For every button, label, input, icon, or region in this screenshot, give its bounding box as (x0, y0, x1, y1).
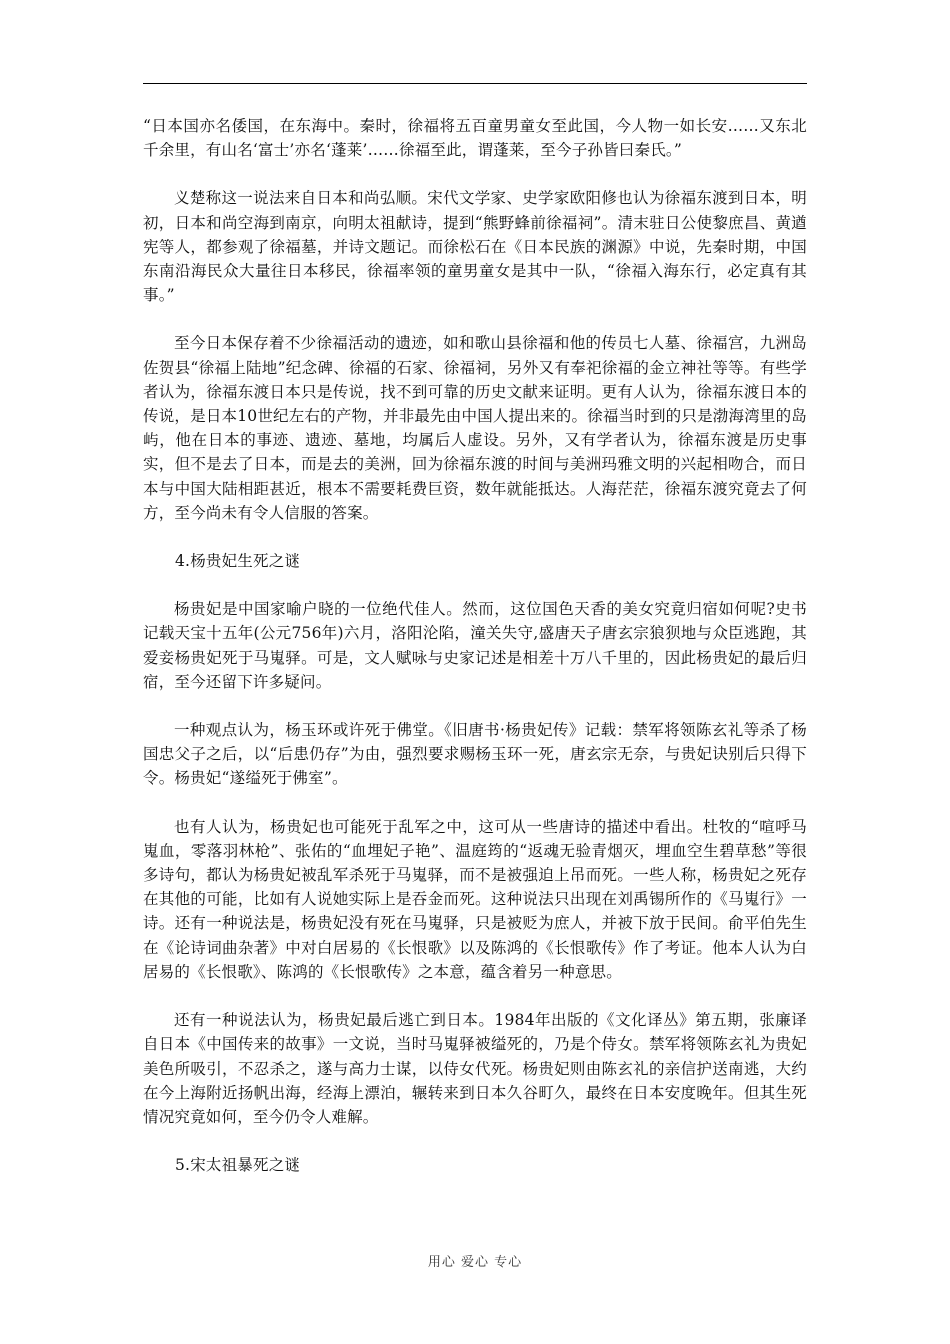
body-paragraph: 一种观点认为，杨玉环或许死于佛堂。《旧唐书·杨贵妃传》记载：禁军将领陈玄礼等杀了杨国忠父子之后，以“后患仍存”为由，强烈要求赐杨玉环一死，唐玄宗无奈，与贵妃诀别后只得下令。杨贵妃“遂缢死于佛室”。 (143, 721, 807, 788)
body-paragraph: 杨贵妃是中国家喻户晓的一位绝代佳人。然而，这位国色天香的美女究竟归宿如何呢?史书记载天宝十五年(公元756年)六月，洛阳沦陷，潼关失守,盛唐天子唐玄宗狼狈地与众臣逃跑，其爱妾杨贵妃死于马嵬驿。可是，文人赋咏与史家记述是相差十万八千里的，因此杨贵妃的最后归宿，至今还留下许多疑问。 (143, 600, 807, 691)
page-footer: 用心 爱心 专心 (427, 1255, 523, 1270)
quote-paragraph: “日本国亦名倭国，在东海中。秦时，徐福将五百童男童女至此国，今人物一如长安……又东北千余里，有山名‘富士’亦名‘蓬莱’……徐福至此，谓蓬莱，至今子孙皆曰秦氏。” (143, 117, 807, 160)
body-paragraph: 义楚称这一说法来自日本和尚弘顺。宋代文学家、史学家欧阳修也认为徐福东渡到日本，明初，日本和尚空海到南京，向明太祖献诗，提到“熊野蜂前徐福祠”。清末驻日公使黎庶昌、黄遒宪等人，都参观了徐福墓，并诗文题记。而徐松石在《日本民族的渊源》中说，先秦时期，中国东南沿海民众大量往日本移民，徐福率领的童男童女是其中一队，“徐福入海东行，必定真有其事。” (143, 189, 807, 305)
document-body (143, 114, 807, 1201)
section-heading: 4.杨贵妃生死之谜 (175, 552, 301, 571)
body-paragraph: 也有人认为，杨贵妃也可能死于乱军之中，这可从一些唐诗的描述中看出。杜牧的“喧呼马嵬血，零落羽林枪”、张佑的“血埋妃子艳”、温庭筠的“返魂无验青烟灭，埋血空生碧草愁”等很多诗句，都认为杨贵妃被乱军杀死于马嵬驿，而不是被强迫上吊而死。一些人称，杨贵妃之死存在其他的可能，比如有人说她实际上是吞金而死。这种说法只出现在刘禹锡所作的《马嵬行》一诗。还有一种说法是，杨贵妃没有死在马嵬驿，只是被贬为庶人，并被下放于民间。俞平伯先生在《论诗词曲杂著》中对白居易的《长恨歌》以及陈鸿的《长恨歌传》作了考证。他本人认为白居易的《长恨歌》、陈鸿的《长恨歌传》之本意，蕴含着另一种意思。 (143, 817, 807, 981)
body-paragraph: 还有一种说法认为，杨贵妃最后逃亡到日本。1984年出版的《文化译丛》第五期，张廉译自日本《中国传来的故事》一文说，当时马嵬驿被缢死的，乃是个侍女。禁军将领陈玄礼为贵妃美色所吸引，不忍杀之，遂与高力士谋，以侍女代死。杨贵妃则由陈玄礼的亲信护送南逃，大约在今上海附近扬帆出海，经海上漂泊，辗转来到日本久谷町久，最终在日本安度晚年。但其生死情况究竟如何，至今仍令人难解。 (143, 1011, 807, 1126)
body-paragraph: 至今日本保存着不少徐福活动的遗迹，如和歌山县徐福和他的传员七人墓、徐福宫，九洲岛佐贺县“徐福上陆地”纪念碑、徐福的石家、徐福祠，另外又有奉祀徐福的金立神社等等。有些学者认为，徐福东渡日本只是传说，找不到可靠的历史文献来证明。更有人认为，徐福东渡日本的传说，是日本10世纪左右的产物，并非最先由中国人提出来的。徐福当时到的只是渤海湾里的岛屿，他在日本的事迹、遗迹、墓地，均属后人虚设。另外，又有学者认为，徐福东渡是历史事实，但不是去了日本，而是去的美洲，回为徐福东渡的时间与美洲玛雅文明的兴起相吻合，而日本与中国大陆相距甚近，根本不需要耗费巨资，数年就能抵达。人海茫茫，徐福东渡究竟去了何方，至今尚未有令人信服的答案。 (143, 334, 807, 522)
section-heading: 5.宋太祖暴死之谜 (175, 1156, 301, 1175)
header-rule (143, 83, 807, 84)
